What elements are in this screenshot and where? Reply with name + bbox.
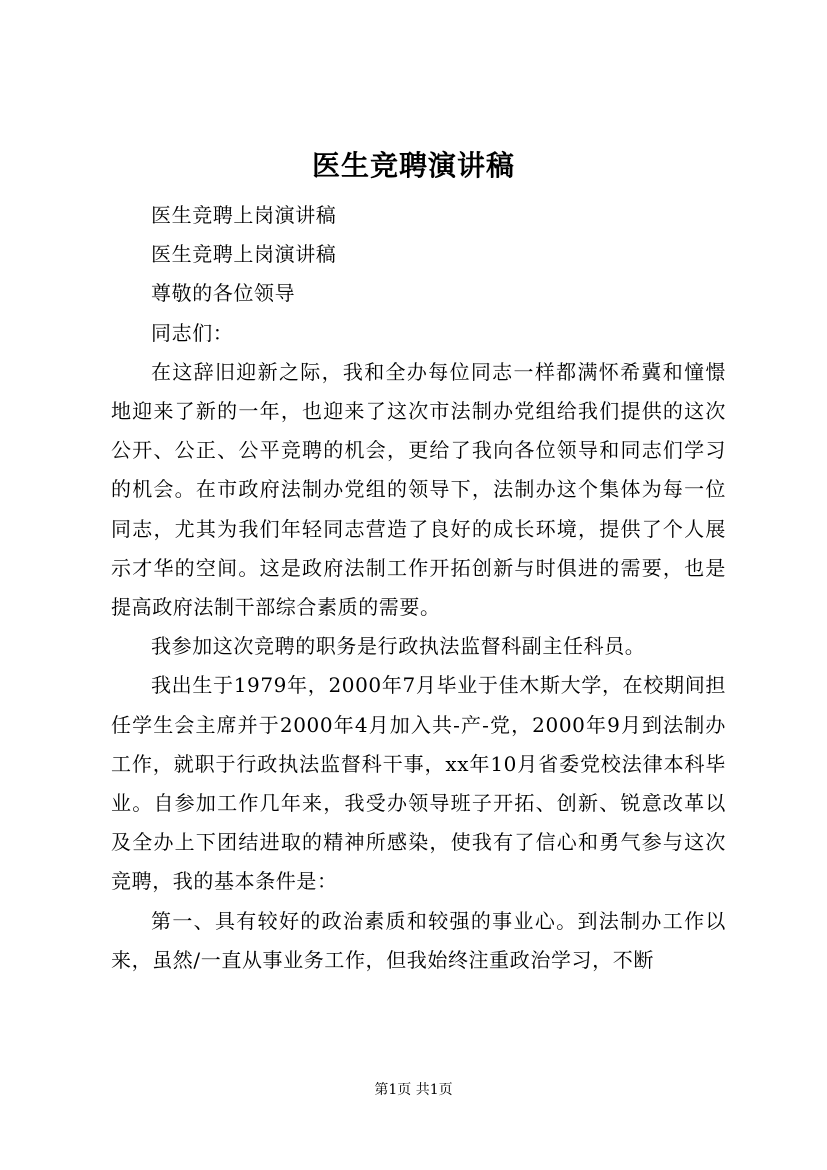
document-body xyxy=(111,196,726,980)
page-footer: 第1页 共1页 xyxy=(374,1082,453,1098)
body-paragraph-background: 我出生于1979年，2000年7月毕业于佳木斯大学，在校期间担任学生会主席并于2000年4月加入共-产-党，2000年9月到法制办工作，就职于行政执法监督科干事，xx年10月省委党校法律本科毕业。自参加工作几年来，我受办领导班子开拓、创新、锐意改革以及全办上下团结进取的精神所感染，使我有了信心和勇气参与这次竞聘，我的基本条件是： xyxy=(111,673,726,894)
subtitle-line-1: 医生竞聘上岗演讲稿 xyxy=(151,203,337,227)
body-paragraph-position: 我参加这次竞聘的职务是行政执法监督科副主任科员。 xyxy=(151,634,646,659)
salutation-line-1: 尊敬的各位领导 xyxy=(151,281,296,306)
body-paragraph-qualification-1: 第一、具有较好的政治素质和较强的事业心。到法制办工作以来，虽然/一直从事业务工作，但我始终注重政治学习，不断 xyxy=(111,908,726,972)
subtitle-line-2: 医生竞聘上岗演讲稿 xyxy=(151,242,337,267)
body-paragraph-intro: 在这辞旧迎新之际，我和全办每位同志一样都满怀希冀和憧憬地迎来了新的一年，也迎来了这次市法制办党组给我们提供的这次公开、公正、公平竞聘的机会，更给了我向各位领导和同志们学习的机会。在市政府法制办党组的领导下，法制办这个集体为每一位同志，尤其为我们年轻同志营造了良好的成长环境，提供了个人展示才华的空间。这是政府法制工作开拓创新与时俱进的需要，也是提高政府法制干部综合素质的需要。 xyxy=(111,359,726,620)
salutation-line-2: 同志们： xyxy=(151,320,234,345)
document-title: 医生竞聘演讲稿 xyxy=(311,149,515,182)
